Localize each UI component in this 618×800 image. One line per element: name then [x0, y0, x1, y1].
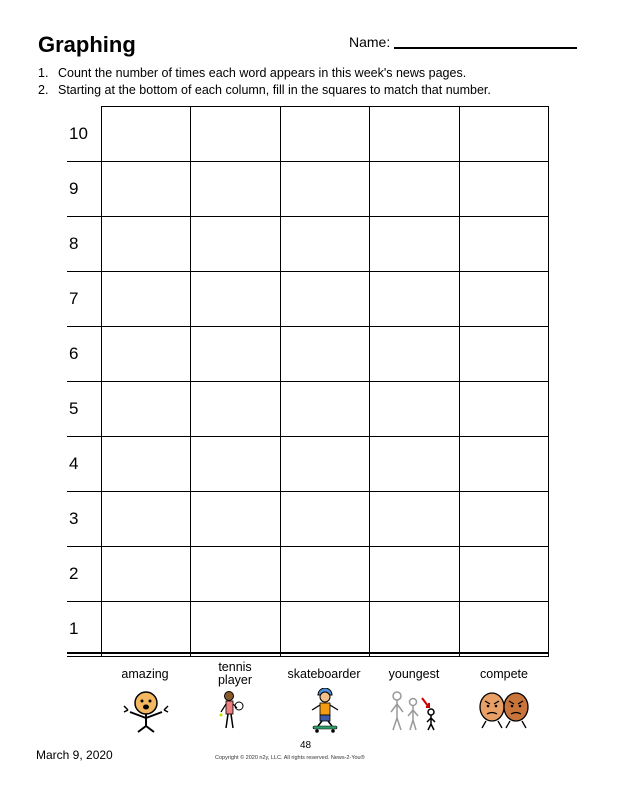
graph-square[interactable]: [370, 602, 459, 657]
row-label: 3: [67, 492, 102, 547]
column-word-tennis: tennis player: [217, 660, 253, 687]
column-word-amazing: amazing: [121, 667, 169, 681]
skateboarder-icon: [308, 688, 342, 734]
graph-square[interactable]: [191, 382, 280, 437]
row-label: 9: [67, 162, 102, 217]
graph-square[interactable]: [459, 272, 548, 327]
row-label: 7: [67, 272, 102, 327]
graph-square[interactable]: [280, 162, 369, 217]
graph-square[interactable]: [102, 602, 191, 657]
graph-square[interactable]: [102, 162, 191, 217]
graph-square[interactable]: [102, 272, 191, 327]
row-label: 10: [67, 107, 102, 162]
graph-square[interactable]: [280, 217, 369, 272]
row-label: 2: [67, 547, 102, 602]
instruction-text: Count the number of times each word appears in this week's news pages.: [58, 66, 467, 80]
tennis-player-icon: [218, 690, 244, 732]
graph-square[interactable]: [370, 437, 459, 492]
graph-square[interactable]: [459, 547, 548, 602]
row-label: 5: [67, 382, 102, 437]
graph-row: [67, 162, 549, 217]
graph-row: [67, 107, 549, 162]
graph-baseline: [67, 652, 549, 654]
footer-date: March 9, 2020: [36, 748, 113, 762]
graph-square[interactable]: [280, 437, 369, 492]
graph-square[interactable]: [280, 107, 369, 162]
graph-square[interactable]: [280, 602, 369, 657]
graph-square[interactable]: [459, 162, 548, 217]
graph-row: [67, 492, 549, 547]
graph-square[interactable]: [370, 382, 459, 437]
bar-graph-grid: [67, 106, 549, 657]
graph-square[interactable]: [191, 327, 280, 382]
graph-square[interactable]: [280, 272, 369, 327]
graph-square[interactable]: [459, 382, 548, 437]
graph-square[interactable]: [191, 272, 280, 327]
graph-square[interactable]: [191, 217, 280, 272]
graph-square[interactable]: [191, 602, 280, 657]
compete-icon: [476, 690, 532, 732]
instruction-number: 1.: [38, 66, 49, 80]
graph-square[interactable]: [280, 492, 369, 547]
graph-row: [67, 437, 549, 492]
graph-square[interactable]: [370, 327, 459, 382]
amazing-face-icon: [120, 688, 170, 734]
graph-square[interactable]: [102, 547, 191, 602]
name-write-line[interactable]: [394, 47, 577, 49]
graph-square[interactable]: [102, 327, 191, 382]
column-word-skateboarder: skateboarder: [287, 667, 361, 681]
graph-row: [67, 217, 549, 272]
column-word-compete: compete: [480, 667, 528, 681]
copyright-text: Copyright © 2020 n2y, LLC. All rights reserved. News-2-You®: [215, 755, 365, 761]
graph-row: [67, 382, 549, 437]
graph-square[interactable]: [191, 162, 280, 217]
graph-square[interactable]: [459, 107, 548, 162]
page-title: Graphing: [38, 32, 136, 57]
graph-row: [67, 272, 549, 327]
graph-square[interactable]: [459, 437, 548, 492]
graph-square[interactable]: [370, 107, 459, 162]
graph-square[interactable]: [102, 217, 191, 272]
instruction-1: [38, 66, 466, 80]
graph-square[interactable]: [280, 382, 369, 437]
graph-square[interactable]: [102, 437, 191, 492]
graph-square[interactable]: [280, 327, 369, 382]
graph-square[interactable]: [459, 327, 548, 382]
row-label: 1: [67, 602, 102, 657]
graph-square[interactable]: [280, 547, 369, 602]
column-word-youngest: youngest: [388, 667, 440, 681]
graph-square[interactable]: [370, 547, 459, 602]
graph-square[interactable]: [191, 107, 280, 162]
graph-square[interactable]: [370, 492, 459, 547]
graph-square[interactable]: [459, 492, 548, 547]
graph-square[interactable]: [102, 107, 191, 162]
graph-square[interactable]: [459, 217, 548, 272]
row-label: 6: [67, 327, 102, 382]
graph-row: [67, 547, 549, 602]
youngest-icon: [386, 688, 440, 734]
graph-square[interactable]: [459, 602, 548, 657]
instruction-2: [38, 83, 491, 97]
graph-square[interactable]: [191, 547, 280, 602]
instruction-number: 2.: [38, 83, 49, 97]
graph-square[interactable]: [370, 162, 459, 217]
name-label: Name:: [349, 34, 391, 50]
graph-row: [67, 327, 549, 382]
graph-square[interactable]: [102, 492, 191, 547]
graph-square[interactable]: [370, 272, 459, 327]
graph-square[interactable]: [370, 217, 459, 272]
row-label: 8: [67, 217, 102, 272]
instruction-text: Starting at the bottom of each column, fill in the squares to match that number.: [58, 83, 491, 97]
row-label: 4: [67, 437, 102, 492]
graph-square[interactable]: [191, 492, 280, 547]
page-number: 48: [300, 740, 312, 751]
graph-square[interactable]: [102, 382, 191, 437]
graph-row: [67, 602, 549, 657]
column-word-tennis-player: [190, 661, 280, 687]
graph-square[interactable]: [191, 437, 280, 492]
